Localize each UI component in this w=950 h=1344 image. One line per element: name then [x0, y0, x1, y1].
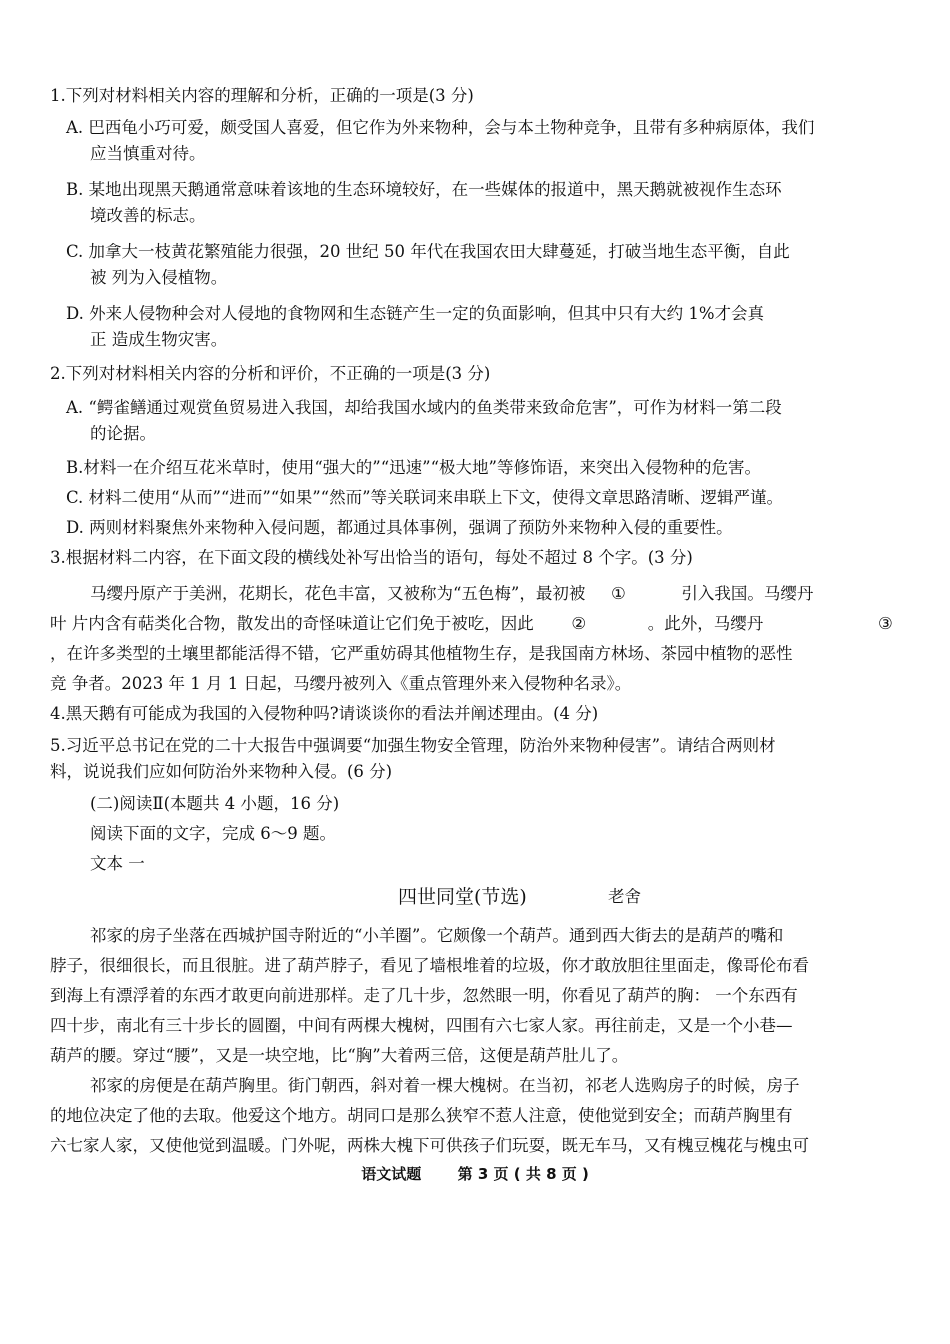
footer-subject: 语文试题 [361, 1165, 422, 1183]
q3-para-line-4: 竞 争者。2023 年 1 月 1 日起，马缨丹被列入《重点管理外来入侵物种名录》。 [50, 674, 632, 693]
section-instruction: 阅读下面的文字，完成 6～9 题。 [90, 824, 336, 843]
q2-stem: 2.下列对材料相关内容的分析和评价，不正确的一项是(3 分) [50, 364, 491, 383]
q2-option-b: B.材料一在介绍互花米草时，使用“强大的”“迅速”“极大地”等修饰语，来突出入侵物种的危害。 [66, 458, 761, 477]
passage-line: 六七家人家，又使他觉到温暖。门外呢，两株大槐下可供孩子们玩耍，既无车马，又有槐豆槐花与槐虫可 [50, 1136, 809, 1155]
q1-option-b-cont: 境改善的标志。 [90, 206, 206, 225]
q1-stem: 1.下列对材料相关内容的理解和分析，正确的一项是(3 分) [50, 86, 474, 105]
q1-option-c: C. 加拿大一枝黄花繁殖能力很强，20 世纪 50 年代在我国农田大肆蔓延，打破当地生态平衡，自此 [66, 242, 790, 261]
passage-title: 四世同堂(节选) [398, 886, 527, 908]
q2-option-a-cont: 的论据。 [90, 424, 156, 443]
passage-line: 到海上有漂浮着的东西才敢更向前进那样。走了几十步，忽然眼一明，你看见了葫芦的胸： 一个东西有 [50, 986, 798, 1005]
passage-header [0, 884, 950, 912]
section-heading: (二)阅读Ⅱ(本题共 4 小题，16 分) [90, 794, 340, 813]
q3-text: 马缨丹原产于美洲，花期长，花色丰富，又被称为“五色梅”，最初被 [90, 584, 586, 603]
blank-1: ① [610, 584, 626, 603]
q5-stem-cont: 料，说说我们应如何防治外来物种入侵。(6 分) [50, 762, 393, 781]
passage-line: 祁家的房子坐落在西城护国寺附近的“小羊圈”。它颇像一个葫芦。通到西大街去的是葫芦的嘴和 [90, 926, 784, 945]
q3-stem: 3.根据材料二内容，在下面文段的横线处补写出恰当的语句，每处不超过 8 个字。(3 分) [50, 548, 693, 567]
q5-stem: 5.习近平总书记在党的二十大报告中强调要“加强生物安全管理，防治外来物种侵害”。请结合两则材 [50, 736, 776, 755]
footer-page-number: 第 3 页 ( 共 8 页 ) [457, 1165, 589, 1183]
q3-text: 引入我国。马缨丹 [681, 584, 814, 603]
passage-line: 葫芦的腰。穿过“腰”，又是一块空地，比“胸”大着两三倍，这便是葫芦肚儿了。 [50, 1046, 629, 1065]
q3-text: 叶 片内含有萜类化合物，散发出的奇怪味道让它们免于被吃，因此 [50, 614, 534, 633]
q1-option-a: A. 巴西龟小巧可爱，颇受国人喜爱，但它作为外来物种，会与本土物种竞争，且带有多种病原体，我们 [66, 118, 815, 137]
q4-stem: 4.黑天鹅有可能成为我国的入侵物种吗?请谈谈你的看法并阐述理由。(4 分) [50, 704, 599, 723]
q3-para-line-1 [90, 584, 813, 604]
q2-option-a: A. “鳄雀鳝通过观赏鱼贸易进入我国，却给我国水域内的鱼类带来致命危害”，可作为材料一第二段 [66, 398, 782, 417]
q3-text: 。此外，马缨丹 [647, 614, 764, 633]
page-footer [0, 1164, 950, 1184]
q3-para-line-2 [50, 614, 763, 634]
passage-line: 祁家的房便是在葫芦胸里。街门朝西，斜对着一棵大槐树。在当初，祁老人选购房子的时候，房子 [90, 1076, 800, 1095]
q2-option-d: D. 两则材料聚焦外来物种入侵问题，都通过具体事例，强调了预防外来物种入侵的重要性。 [66, 518, 733, 537]
q1-option-c-cont: 被 列为入侵植物。 [90, 268, 228, 287]
blank-2: ② [571, 614, 587, 633]
passage-line: 脖子，很细很长，而且很脏。进了葫芦脖子，看见了墙根堆着的垃圾，你才敢放胆往里面走，像哥伦布看 [50, 956, 809, 975]
q2-option-c: C. 材料二使用“从而”“进而”“如果”“然而”等关联词来串联上下文，使得文章思路清晰、逻辑严谨。 [66, 488, 784, 507]
text-label: 文本 一 [90, 854, 145, 873]
q1-option-b: B. 某地出现黑天鹅通常意味着该地的生态环境较好，在一些媒体的报道中，黑天鹅就被视作生态环 [66, 180, 782, 199]
passage-line: 四十步，南北有三十步长的圆圈，中间有两棵大槐树，四围有六七家人家。再往前走，又是一个小巷— [50, 1016, 793, 1035]
q3-para-line-3: ，在许多类型的土壤里都能活得不错，它严重妨碍其他植物生存，是我国南方林场、茶园中植物的恶性 [50, 644, 793, 663]
passage-line: 的地位决定了他的去取。他爱这个地方。胡同口是那么狭窄不惹人注意，使他觉到安全；而葫芦胸里有 [50, 1106, 793, 1125]
passage-author: 老舍 [608, 887, 641, 906]
q1-option-d-cont: 正 造成生物灾害。 [90, 330, 228, 349]
q1-option-a-cont: 应当慎重对待。 [90, 144, 206, 163]
q1-option-d: D. 外来人侵物种会对人侵地的食物网和生态链产生一定的负面影响，但其中只有大约 1%才会真 [66, 304, 765, 323]
blank-3: ③ [878, 614, 893, 633]
